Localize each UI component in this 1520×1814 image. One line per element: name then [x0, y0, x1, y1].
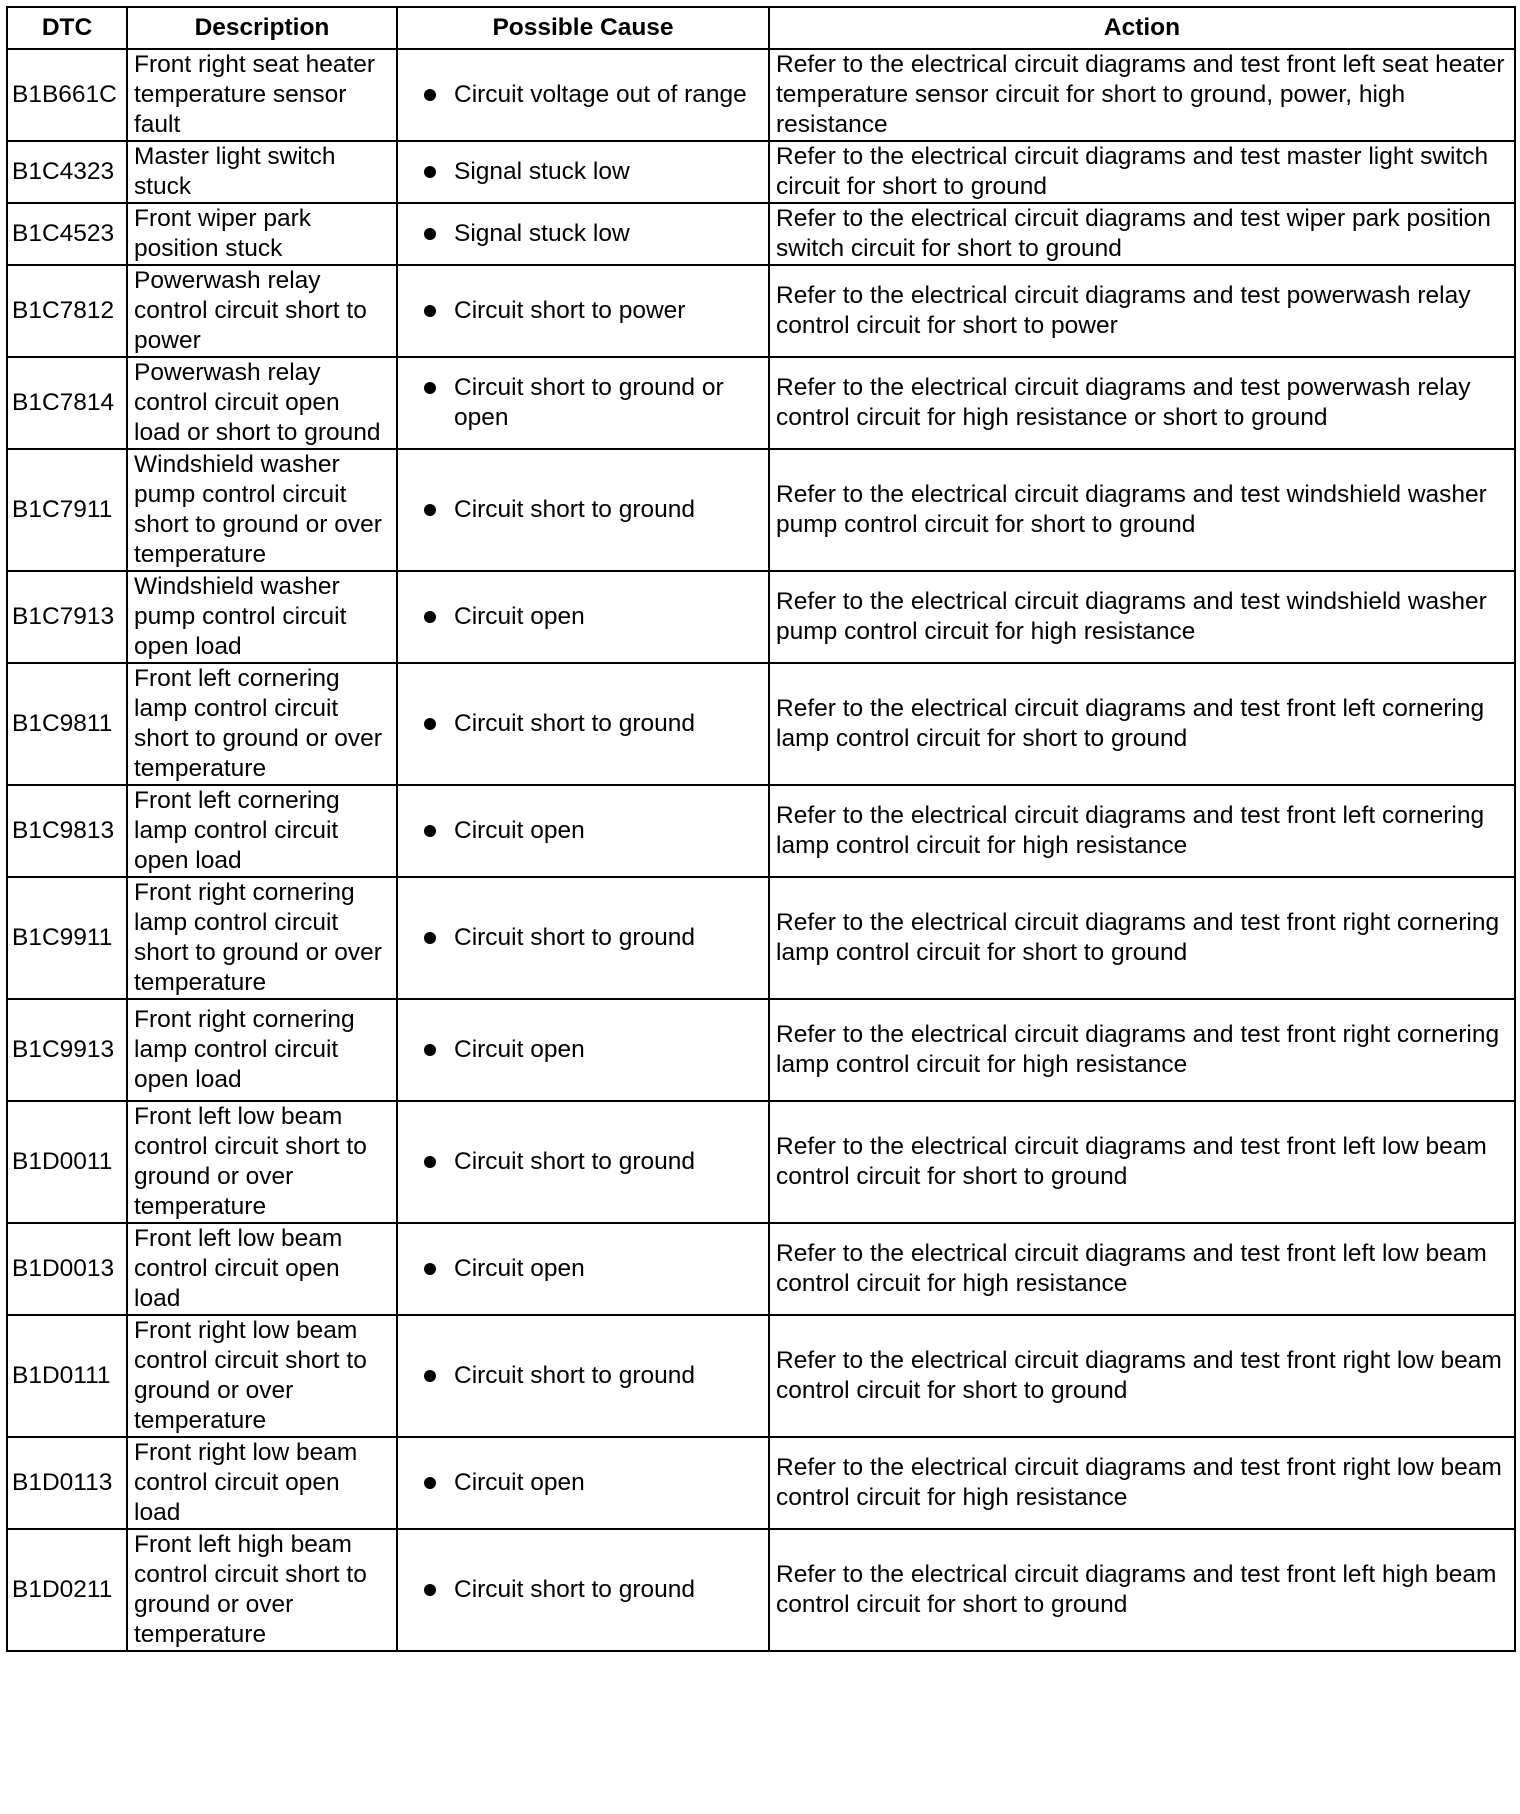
bullet-icon [424, 89, 436, 101]
possible-cause-text: Circuit open [454, 603, 585, 630]
possible-cause-text: Circuit short to power [454, 297, 686, 324]
dtc-code: B1C7814 [7, 357, 127, 449]
header-row [7, 7, 1515, 49]
table-row [7, 1315, 1515, 1437]
dtc-description: Front right cornering lamp control circuit open load [127, 999, 397, 1101]
dtc-code: B1D0111 [7, 1315, 127, 1437]
dtc-description: Front left low beam control circuit short to ground or over temperature [127, 1101, 397, 1223]
possible-cause-item [404, 296, 762, 326]
action-text: Refer to the electrical circuit diagrams and test wiper park position switch circuit for short to ground [769, 203, 1515, 265]
bullet-icon [424, 718, 436, 730]
possible-cause-item [404, 1035, 762, 1065]
dtc-description: Front right cornering lamp control circuit short to ground or over temperature [127, 877, 397, 999]
dtc-description: Front left low beam control circuit open load [127, 1223, 397, 1315]
table-row [7, 877, 1515, 999]
possible-cause-cell [397, 203, 769, 265]
dtc-code: B1C4323 [7, 141, 127, 203]
possible-cause-item [404, 923, 762, 953]
possible-cause-item [404, 1361, 762, 1391]
header-possible-cause: Possible Cause [397, 7, 769, 49]
bullet-icon [424, 1477, 436, 1489]
table-row [7, 663, 1515, 785]
dtc-table [6, 6, 1516, 1652]
possible-cause-cell [397, 49, 769, 141]
bullet-icon [424, 1263, 436, 1275]
dtc-description: Master light switch stuck [127, 141, 397, 203]
table-row [7, 203, 1515, 265]
dtc-code: B1C7913 [7, 571, 127, 663]
table-row [7, 357, 1515, 449]
possible-cause-item [404, 602, 762, 632]
possible-cause-item [404, 495, 762, 525]
bullet-icon [424, 228, 436, 240]
possible-cause-item [404, 157, 762, 187]
possible-cause-cell [397, 1529, 769, 1651]
possible-cause-item [404, 1575, 762, 1605]
table-row [7, 265, 1515, 357]
possible-cause-item [404, 816, 762, 846]
possible-cause-cell [397, 449, 769, 571]
possible-cause-cell [397, 1101, 769, 1223]
table-row [7, 1223, 1515, 1315]
dtc-description: Front right low beam control circuit open load [127, 1437, 397, 1529]
possible-cause-cell [397, 571, 769, 663]
dtc-description: Front left cornering lamp control circuit open load [127, 785, 397, 877]
bullet-icon [424, 1044, 436, 1056]
possible-cause-cell [397, 1315, 769, 1437]
possible-cause-item [404, 373, 762, 433]
possible-cause-cell [397, 141, 769, 203]
possible-cause-cell [397, 877, 769, 999]
possible-cause-cell [397, 265, 769, 357]
dtc-code: B1C7911 [7, 449, 127, 571]
dtc-description: Windshield washer pump control circuit short to ground or over temperature [127, 449, 397, 571]
action-text: Refer to the electrical circuit diagrams and test front left high beam control circuit for short to ground [769, 1529, 1515, 1651]
dtc-code: B1B661C [7, 49, 127, 141]
action-text: Refer to the electrical circuit diagrams and test front right cornering lamp control circuit for short to ground [769, 877, 1515, 999]
dtc-description: Powerwash relay control circuit open load or short to ground [127, 357, 397, 449]
possible-cause-cell [397, 1437, 769, 1529]
bullet-icon [424, 825, 436, 837]
possible-cause-text: Circuit open [454, 1255, 585, 1282]
action-text: Refer to the electrical circuit diagrams and test front right low beam control circuit for short to ground [769, 1315, 1515, 1437]
dtc-code: B1D0011 [7, 1101, 127, 1223]
possible-cause-item [404, 80, 762, 110]
action-text: Refer to the electrical circuit diagrams and test front left low beam control circuit for short to ground [769, 1101, 1515, 1223]
possible-cause-text: Circuit short to ground [454, 1148, 696, 1175]
dtc-code: B1C4523 [7, 203, 127, 265]
possible-cause-text: Signal stuck low [454, 220, 630, 247]
possible-cause-text: Circuit short to ground [454, 924, 696, 951]
table-row [7, 785, 1515, 877]
dtc-description: Windshield washer pump control circuit open load [127, 571, 397, 663]
possible-cause-cell [397, 663, 769, 785]
possible-cause-text: Circuit open [454, 817, 585, 844]
possible-cause-text: Circuit short to ground [454, 1362, 696, 1389]
action-text: Refer to the electrical circuit diagrams and test master light switch circuit for short to ground [769, 141, 1515, 203]
action-text: Refer to the electrical circuit diagrams and test powerwash relay control circuit for short to power [769, 265, 1515, 357]
possible-cause-cell [397, 357, 769, 449]
possible-cause-cell [397, 999, 769, 1101]
table-row [7, 1529, 1515, 1651]
bullet-icon [424, 166, 436, 178]
bullet-icon [424, 1156, 436, 1168]
action-text: Refer to the electrical circuit diagrams and test front left cornering lamp control circuit for short to ground [769, 663, 1515, 785]
action-text: Refer to the electrical circuit diagrams and test front left low beam control circuit for high resistance [769, 1223, 1515, 1315]
action-text: Refer to the electrical circuit diagrams and test powerwash relay control circuit for high resistance or short to ground [769, 357, 1515, 449]
action-text: Refer to the electrical circuit diagrams and test windshield washer pump control circuit for high resistance [769, 571, 1515, 663]
possible-cause-text: Circuit short to ground [454, 1576, 696, 1603]
dtc-description: Front right low beam control circuit short to ground or over temperature [127, 1315, 397, 1437]
dtc-code: B1C9911 [7, 877, 127, 999]
dtc-code: B1D0211 [7, 1529, 127, 1651]
header-dtc: DTC [7, 7, 127, 49]
possible-cause-text: Circuit short to ground or open [454, 374, 724, 431]
dtc-description: Front left high beam control circuit short to ground or over temperature [127, 1529, 397, 1651]
action-text: Refer to the electrical circuit diagrams and test windshield washer pump control circuit for short to ground [769, 449, 1515, 571]
action-text: Refer to the electrical circuit diagrams and test front left cornering lamp control circuit for high resistance [769, 785, 1515, 877]
action-text: Refer to the electrical circuit diagrams and test front right cornering lamp control circuit for high resistance [769, 999, 1515, 1101]
bullet-icon [424, 305, 436, 317]
possible-cause-cell [397, 785, 769, 877]
table-row [7, 141, 1515, 203]
table-row [7, 49, 1515, 141]
possible-cause-text: Circuit short to ground [454, 710, 696, 737]
header-action: Action [769, 7, 1515, 49]
possible-cause-text: Circuit open [454, 1469, 585, 1496]
dtc-code: B1C9913 [7, 999, 127, 1101]
table-body [7, 49, 1515, 1651]
table-header [7, 7, 1515, 49]
table-row [7, 449, 1515, 571]
possible-cause-item [404, 1254, 762, 1284]
action-text: Refer to the electrical circuit diagrams and test front left seat heater temperature sensor circuit for short to ground, power, high resistance [769, 49, 1515, 141]
table-row [7, 1101, 1515, 1223]
possible-cause-text: Circuit open [454, 1036, 585, 1063]
bullet-icon [424, 611, 436, 623]
dtc-description: Front wiper park position stuck [127, 203, 397, 265]
action-text: Refer to the electrical circuit diagrams and test front right low beam control circuit for high resistance [769, 1437, 1515, 1529]
possible-cause-cell [397, 1223, 769, 1315]
dtc-code: B1C9813 [7, 785, 127, 877]
possible-cause-item [404, 709, 762, 739]
dtc-description: Front right seat heater temperature sensor fault [127, 49, 397, 141]
bullet-icon [424, 932, 436, 944]
possible-cause-item [404, 1147, 762, 1177]
bullet-icon [424, 504, 436, 516]
table-row [7, 999, 1515, 1101]
possible-cause-text: Circuit voltage out of range [454, 81, 747, 108]
dtc-description: Front left cornering lamp control circuit short to ground or over temperature [127, 663, 397, 785]
possible-cause-item [404, 219, 762, 249]
bullet-icon [424, 1584, 436, 1596]
dtc-code: B1D0013 [7, 1223, 127, 1315]
table-row [7, 571, 1515, 663]
dtc-code: B1D0113 [7, 1437, 127, 1529]
bullet-icon [424, 1370, 436, 1382]
bullet-icon [424, 382, 436, 394]
dtc-description: Powerwash relay control circuit short to power [127, 265, 397, 357]
possible-cause-item [404, 1468, 762, 1498]
dtc-code: B1C7812 [7, 265, 127, 357]
possible-cause-text: Circuit short to ground [454, 496, 696, 523]
table-row [7, 1437, 1515, 1529]
dtc-code: B1C9811 [7, 663, 127, 785]
possible-cause-text: Signal stuck low [454, 158, 630, 185]
header-description: Description [127, 7, 397, 49]
